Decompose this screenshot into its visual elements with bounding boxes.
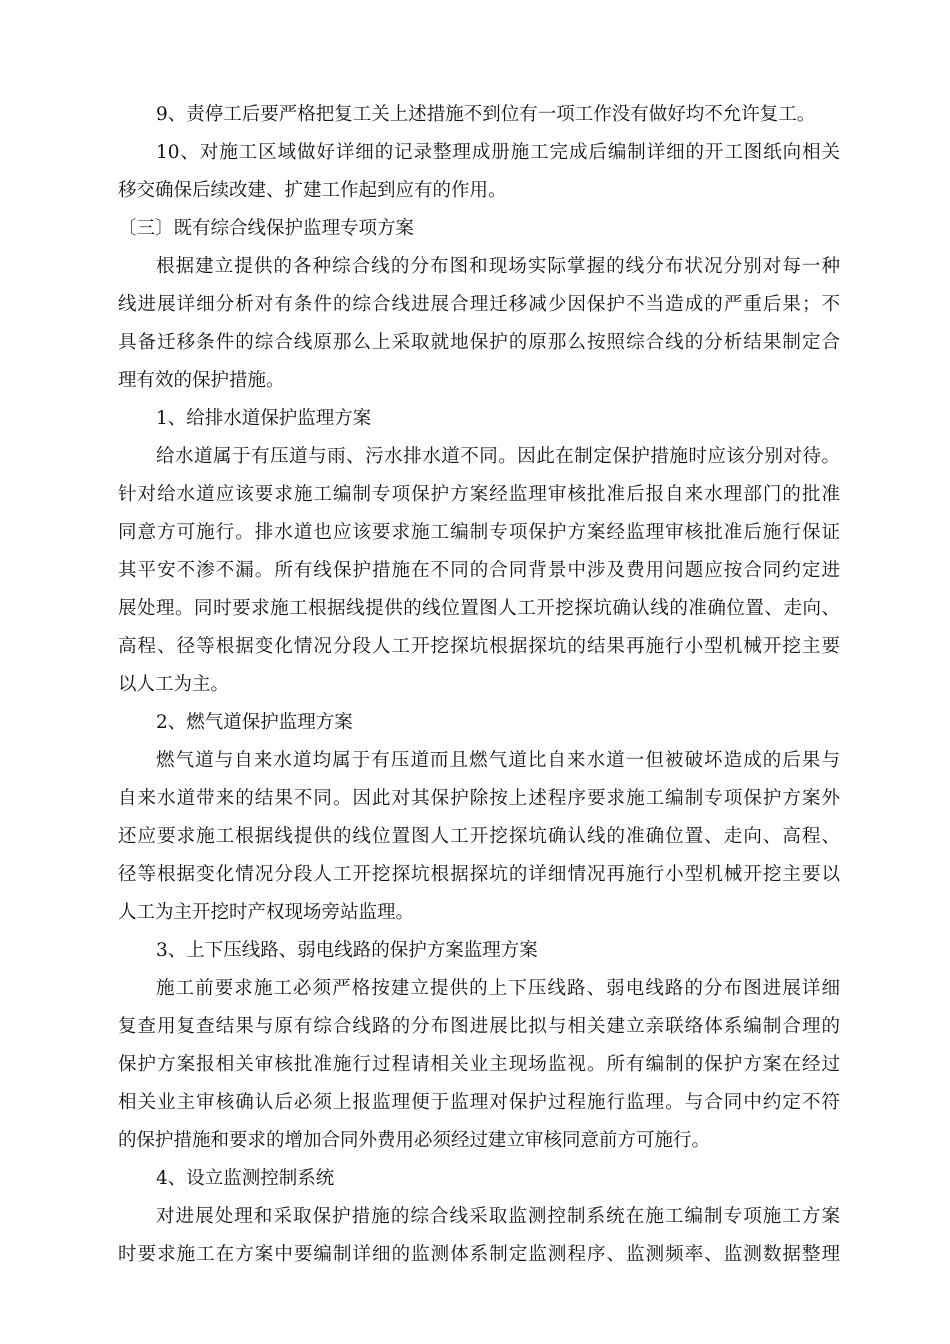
text-line: 移交确保后续改建、扩建工作起到应有的作用。 [118, 180, 507, 201]
text-line: 自来水道带来的结果不同。因此对其保护除按上述程序要求施工编制专项保护方案外 [118, 788, 840, 809]
text-line: 径等根据变化情况分段人工开挖探坑根据探坑的详细情况再施行小型机械开挖主要以 [118, 864, 840, 885]
text-line: 根据建立提供的各种综合线的分布图和现场实际掌握的线分布状况分别对每一种 [156, 256, 840, 277]
text-line: 施工前要求施工必须严格按建立提供的上下压线路、弱电线路的分布图进展详细 [156, 978, 840, 999]
text-line: 时要求施工在方案中要编制详细的监测体系制定监测程序、监测频率、监测数据整理 [118, 1244, 840, 1265]
text-line: 理有效的保护措施。 [118, 370, 285, 391]
text-line: 相关业主审核确认后必须上报监理便于监理对保护过程施行监理。与合同中约定不符 [118, 1092, 840, 1113]
text-line: 高程、径等根据变化情况分段人工开挖探坑根据探坑的结果再施行小型机械开挖主要 [118, 636, 840, 657]
text-line: 保护方案报相关审核批准施行过程请相关业主现场监视。所有编制的保护方案在经过 [118, 1054, 840, 1075]
text-line: 9、责停工后要严格把复工关上述措施不到位有一项工作没有做好均不允许复工。 [156, 104, 816, 125]
text-line: 针对给水道应该要求施工编制专项保护方案经监理审核批准后报自来水理部门的批准 [118, 484, 840, 505]
text-line: 2、燃气道保护监理方案 [156, 712, 353, 733]
text-line: 给水道属于有压道与雨、污水排水道不同。因此在制定保护措施时应该分别对待。 [156, 446, 840, 467]
text-line: 线进展详细分析对有条件的综合线进展合理迁移减少因保护不当造成的严重后果；不 [118, 294, 840, 315]
text-line: 燃气道与自来水道均属于有压道而且燃气道比自来水道一但被破坏造成的后果与 [156, 750, 840, 771]
text-line: 1、给排水道保护监理方案 [156, 408, 372, 429]
text-line: 还应要求施工根据线提供的线位置图人工开挖探坑确认线的准确位置、走向、高程、 [118, 826, 840, 847]
text-line: 以人工为主。 [118, 674, 230, 695]
text-line: 复查用复查结果与原有综合线路的分布图进展比拟与相关建立亲联络体系编制合理的 [118, 1016, 840, 1037]
text-line: 具备迁移条件的综合线原那么上采取就地保护的原那么按照综合线的分析结果制定合 [118, 332, 840, 353]
text-line: 的保护措施和要求的增加合同外费用必须经过建立审核同意前方可施行。 [118, 1130, 711, 1151]
document-page [118, 96, 840, 1274]
text-line: 展处理。同时要求施工根据线提供的线位置图人工开挖探坑确认线的准确位置、走向、 [118, 598, 840, 619]
text-line: 同意方可施行。排水道也应该要求施工编制专项保护方案经监理审核批准后施行保证 [118, 522, 840, 543]
text-line: 4、设立监测控制系统 [156, 1168, 335, 1189]
text-line: 10、对施工区域做好详细的记录整理成册施工完成后编制详细的开工图纸向相关 [156, 142, 840, 163]
text-line: 人工为主开挖时产权现场旁站监理。 [118, 902, 415, 923]
text-line: 3、上下压线路、弱电线路的保护方案监理方案 [156, 940, 538, 961]
text-line: 其平安不渗不漏。所有线保护措施在不同的合同背景中涉及费用问题应按合同约定进 [118, 560, 840, 581]
text-line: 〔三〕既有综合线保护监理专项方案 [118, 218, 415, 239]
text-line: 对进展处理和采取保护措施的综合线采取监测控制系统在施工编制专项施工方案 [156, 1206, 840, 1227]
